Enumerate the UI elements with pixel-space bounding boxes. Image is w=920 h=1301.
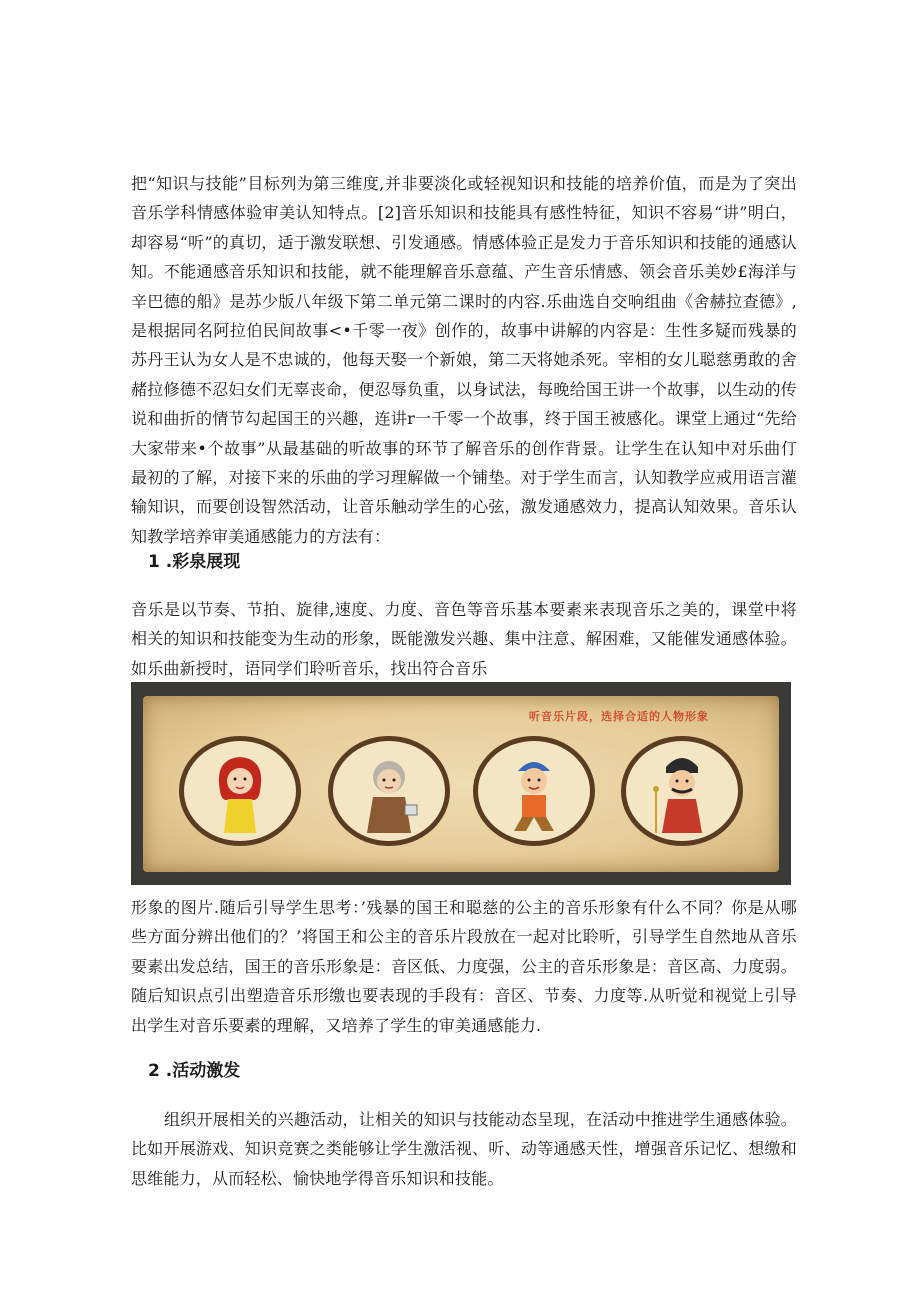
paragraph-section-1: 音乐是以节奏、节拍、旋律,速度、力度、音色等音乐基本要素来表现音乐之美的，课堂中将相关的知识和技能变为生动的形象，既能激发兴趣、集中注意、解困难，又能催发通感体验。如乐曲新授时，语同学们聆听音乐，找出符合音乐 bbox=[131, 600, 797, 678]
section-heading-2: 2 .活动激发 bbox=[148, 1061, 241, 1081]
old-woman-icon bbox=[328, 736, 450, 846]
figure-caption: 听音乐片段，选择合适的人物形象 bbox=[529, 710, 709, 723]
paragraph-section-1-cont: 形象的图片.随后引导学生思考：’残暴的国王和聪慈的公主的音乐形象有什么不同？你是从哪些方面分辨出他们的？’将国王和公主的音乐片段放在一起对比聆听，引导学生自然地从音乐要素出发总结，国王的音乐形象是：音区低、力度强，公主的音乐形象是：音区高、力度弱。随后知识点引出塑造音乐形缴也要表现的手段有：音区、节奏、力度等.从听觉和视觉上引导出学生对音乐要素的理解，又培养了学生的审美通感能力. bbox=[131, 898, 797, 1035]
paragraph-intro: 把“知识与技能”目标列为第三维度,并非要淡化或轻视知识和技能的培养价值，而是为了突出音乐学科情感体验审美认知特点。[2]音乐知识和技能具有感性特征，知识不容易“讲”明白，却容易“听”的真切，适于激发联想、引发通感。情感体验正是发力于音乐知识和技能的通感认知。不能通感音乐知识和技能，就不能理解音乐意蕴、产生音乐情感、领会音乐美妙£海洋与辛巴德的船》是苏少版八年级下第二单元第二课时的内容.乐曲选自交响组曲《舍赫拉查德》,是根据同名阿拉伯民间故事<•千零一夜》创作的，故事中讲解的内容是：生性多疑而残暴的苏丹王认为女人是不忠诚的，他每天娶一个新娘，第二天将她杀死。宰相的女儿聪慈勇敢的舍赭拉修德不忍妇女们无辜丧命，便忍辱负重，以身试法，每晚给国王讲一个故事，以生动的传说和曲折的情节勾起国王的兴趣，连讲r一千零一个故事，终于国王被感化。课堂上通过“先给大家带来•个故事”从最基础的听故事的环节了解音乐的创作背景。让学生在认知中对乐曲仃最初的了解，对接下来的乐曲的学习理解做一个铺垫。对于学生而言，认知教学应戒用语言灌输知识，而要创设智然活动，让音乐触动学生的心弦，激发通感效力，提高认知效果。音乐认知教学培养审美通感能力的方法有： bbox=[131, 174, 797, 546]
parchment-background bbox=[143, 696, 779, 872]
section-heading-1: 1 .彩泉展现 bbox=[148, 552, 241, 572]
king-icon bbox=[621, 736, 743, 846]
illustration-figure bbox=[131, 682, 791, 885]
woman-icon bbox=[179, 736, 301, 846]
paragraph-section-2: 组织开展相关的兴趣活动，让相关的知识与技能动态呈现，在活动中推进学生通感体验。比如开展游戏、知识竞赛之类能够让学生激活视、听、动等通感天性，增强音乐记忆、想缴和思维能力，从而轻松、愉快地学得音乐知识和技能。 bbox=[131, 1110, 797, 1188]
boy-icon bbox=[473, 736, 595, 846]
